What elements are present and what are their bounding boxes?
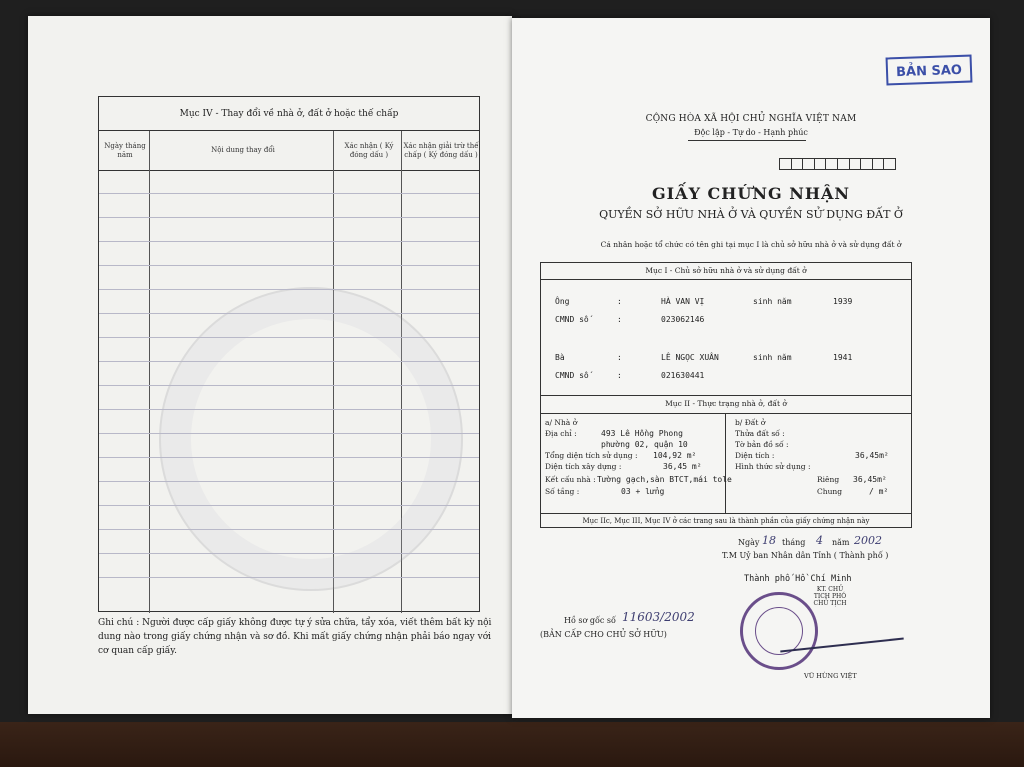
signer-title: KT. CHỦ TỊCH PHÓ CHỦ TỊCH xyxy=(813,586,847,607)
owner-table: Mục I - Chủ sở hữu nhà ở và sử dụng đất ở Ông : HÀ VAN VỊ sinh năm 1939 CMND số : 023062146 Bà : LÊ NGỌC XUÂN sinh năm 1941 CMND số : 021630441 Mục II - Thực trạng nhà ở, đất ở a/ Nhà ở Địa chỉ : 493 Lê Hồng Phong phường 02, quận 10 Tổng diện tích sử dụng : 104,92 m² Diện tích xây dựng : 36,45 m² Kết cấu nhà : Tường gạch,sàn BTCT,mái tole Số tầng : 03 + lửng b/ Đất ở Thửa đất số : Tờ bản đồ số : Diện tích : 36,45m² Hình thức sử dụng : Riêng 36,45m² Chung / m² Mục IIc, Mục III, Mục IV ở các trang sau là thành phần của giấy chứng nhận này xyxy=(540,262,912,528)
desk-surface xyxy=(0,722,1024,767)
table-row xyxy=(99,505,479,506)
note-text: Ghi chú : Người được cấp giấy không được tự ý sửa chữa, tẩy xóa, viết thêm bất kỳ nội dung nào trong giấy chứng nhận và sơ đồ. Khi mất giấy chứng nhận phải báo ngay với cơ quan cấp giấy. xyxy=(98,618,492,656)
column-header-confirm: Xác nhận ( Ký đóng dấu ) xyxy=(335,131,403,171)
section1-title: Mục I - Chủ sở hữu nhà ở và sử dụng đất ở xyxy=(645,266,807,275)
usage-label: Hình thức sử dụng : xyxy=(735,462,811,471)
table-row xyxy=(99,385,479,386)
private-label: Riêng xyxy=(817,475,840,484)
column-header-date: Ngày tháng năm xyxy=(99,131,151,171)
built-area: 36,45 m² xyxy=(663,462,702,471)
table-row xyxy=(99,553,479,554)
table-row xyxy=(99,241,479,242)
private-area: 36,45m² xyxy=(853,475,887,484)
row-divider xyxy=(541,279,911,280)
date-year: 2002 xyxy=(854,534,882,547)
authority: T.M Uỷ ban Nhân dân Tỉnh ( Thành phố ) xyxy=(722,551,889,560)
map-sheet-label: Tờ bản đồ số : xyxy=(735,440,789,449)
table-row xyxy=(99,289,479,290)
structure-label: Kết cấu nhà : xyxy=(545,475,596,484)
land-area-label: Diện tích : xyxy=(735,451,775,460)
certificate-subtitle: QUYỀN SỞ HỮU NHÀ Ở VÀ QUYỀN SỬ DỤNG ĐẤT Ở xyxy=(599,208,903,221)
owner1-id-label: CMND số xyxy=(555,315,589,324)
table-row xyxy=(99,457,479,458)
owner2-id-label: CMND số xyxy=(555,371,589,380)
owner2-birth-year: 1941 xyxy=(833,353,853,362)
address-label: Địa chỉ : xyxy=(545,429,577,438)
owner2-birth-label: sinh năm xyxy=(753,353,792,362)
serial-number-boxes xyxy=(780,158,896,170)
land-header: b/ Đất ở xyxy=(735,418,766,427)
column-divider xyxy=(725,413,726,513)
city: Thành phố Hồ Chí Minh xyxy=(744,574,852,584)
owner2-prefix: Bà xyxy=(555,353,565,362)
issued-to: (BẢN CẤP CHO CHỦ SỞ HỮU) xyxy=(540,630,667,639)
date-month: 4 xyxy=(816,534,823,547)
footer-row: Mục IIc, Mục III, Mục IV ở các trang sau là thành phần của giấy chứng nhận này xyxy=(582,517,870,525)
table-row xyxy=(99,313,479,314)
certificate-description: Cá nhân hoặc tổ chức có tên ghi tại mục I là chủ sở hữu nhà ở và sử dụng đất ở xyxy=(600,240,902,249)
address-line1: 493 Lê Hồng Phong xyxy=(601,429,683,438)
official-seal xyxy=(740,592,818,670)
structure: Tường gạch,sàn BTCT,mái tole xyxy=(597,475,732,484)
column-header-release: Xác nhận giải trừ thế chấp ( Ký đóng dấu ) xyxy=(403,131,479,171)
column-header-content: Nội dung thay đổi xyxy=(151,131,335,171)
floors-label: Số tầng : xyxy=(545,487,580,496)
table-row xyxy=(99,217,479,218)
motto-underline xyxy=(688,140,806,141)
nation-header: CỘNG HÒA XÃ HỘI CHỦ NGHĨA VIỆT NAM xyxy=(645,114,857,124)
owner2-name: LÊ NGỌC XUÂN xyxy=(661,353,719,362)
file-number-label: Hồ sơ gốc số xyxy=(564,616,616,625)
table-row xyxy=(99,577,479,578)
owner1-id: 023062146 xyxy=(661,315,705,324)
parcel-label: Thửa đất số : xyxy=(735,429,785,438)
date-day: 18 xyxy=(762,534,776,547)
month-label: tháng xyxy=(782,538,806,547)
total-area-label: Tổng diện tích sử dụng : xyxy=(545,451,638,460)
table-row xyxy=(99,409,479,410)
watermark-emblem xyxy=(159,287,463,591)
copy-stamp: BẢN SAO xyxy=(886,55,973,86)
date-prefix: Ngày xyxy=(738,538,760,547)
table-row xyxy=(99,433,479,434)
column-divider xyxy=(149,131,150,613)
built-area-label: Diện tích xây dựng : xyxy=(545,462,622,471)
floors: 03 + lửng xyxy=(621,487,665,496)
land-area: 36,45m² xyxy=(855,451,889,460)
changes-table xyxy=(98,96,480,612)
table-row xyxy=(99,481,479,482)
table-row xyxy=(99,337,479,338)
total-area: 104,92 m² xyxy=(653,451,697,460)
section2-title: Mục II - Thực trạng nhà ở, đất ở xyxy=(665,399,787,408)
file-number: 11603/2002 xyxy=(622,610,695,624)
owner2-id: 021630441 xyxy=(661,371,705,380)
address-line2: phường 02, quận 10 xyxy=(601,440,688,449)
table-row xyxy=(99,193,479,194)
right-page xyxy=(512,18,990,718)
owner1-birth-year: 1939 xyxy=(833,297,853,306)
row-divider xyxy=(541,413,911,414)
table-row xyxy=(99,361,479,362)
shared-area: / m² xyxy=(869,487,889,496)
table-title: Mục IV - Thay đổi về nhà ở, đất ở hoặc thế chấp xyxy=(99,97,479,131)
owner1-birth-label: sinh năm xyxy=(753,297,792,306)
house-header: a/ Nhà ở xyxy=(545,418,578,427)
table-row xyxy=(99,265,479,266)
motto: Độc lập - Tự do - Hạnh phúc xyxy=(694,128,808,137)
table-row xyxy=(99,529,479,530)
owner1-name: HÀ VAN VỊ xyxy=(661,297,705,306)
shared-label: Chung xyxy=(817,487,843,496)
year-label: năm xyxy=(832,538,850,547)
certificate-title: GIẤY CHỨNG NHẬN xyxy=(652,184,850,203)
signer-name: VŨ HÙNG VIỆT xyxy=(804,672,857,680)
left-page xyxy=(28,16,512,714)
owner1-prefix: Ông xyxy=(555,297,570,306)
